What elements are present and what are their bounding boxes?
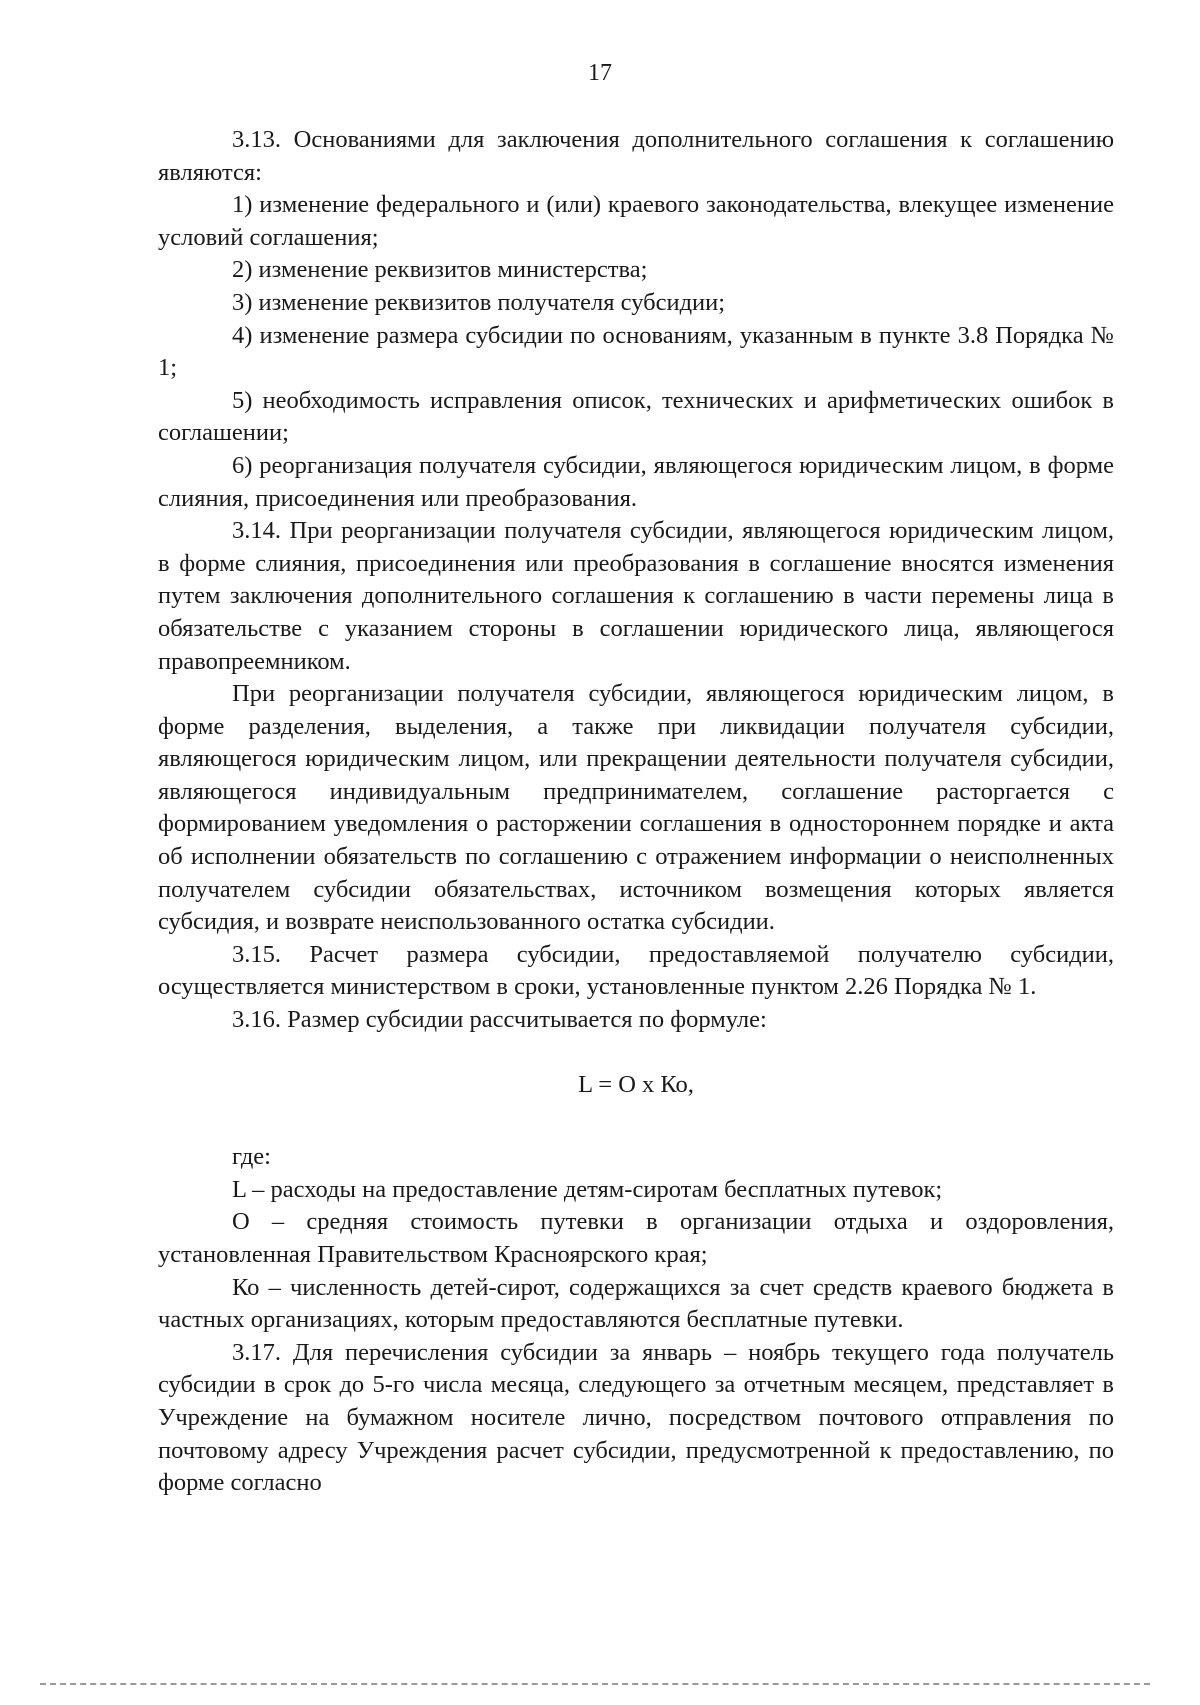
list-item-5: 5) необходимость исправления описок, технических и арифметических ошибок в соглашении; <box>158 386 1114 447</box>
paragraph-3-16: 3.16. Размер субсидии рассчитывается по формуле: <box>232 1006 767 1034</box>
paragraph-3-13: 3.13. Основаниями для заключения дополнительного соглашения к соглашению являются: <box>158 126 1114 186</box>
definition-o: O – средняя стоимость путевки в организации отдыха и оздоровления, установленная Правительством Красноярского края; <box>158 1208 1114 1268</box>
paragraph-reorganization: При реорганизации получателя субсидии, являющегося юридическим лицом, в форме разделения, выделения, а также при ликвидации получателя субсидии, являющегося юридическим лицом, или прекращении деятельности получателя субсидии, являющегося индивидуальным предпринимателем, соглашение расторгается с формированием уведомления о расторжении соглашения в одностороннем порядке и акта об исполнении обязательств по соглашению с отражением информации о неисполненных получателем субсидии обязательствах, источником возмещения которых является субсидия, и возврате неиспользованного остатка субсидии. <box>158 680 1114 936</box>
where-label: где: <box>232 1143 271 1171</box>
definition-ko: Ко – численность детей-сирот, содержащихся за счет средств краевого бюджета в частных организациях, которым предоставляются бесплатные путевки. <box>158 1273 1114 1334</box>
page-number: 17 <box>588 60 612 86</box>
list-item-4: 4) изменение размера субсидии по основаниям, указанным в пункте 3.8 Порядка № 1; <box>158 321 1114 382</box>
paragraph-3-15: 3.15. Расчет размера субсидии, предоставляемой получателю субсидии, осуществляется министерством в сроки, установленные пунктом 2.26 Порядка № 1. <box>158 940 1114 1001</box>
paragraph-3-14: 3.14. При реорганизации получателя субсидии, являющегося юридическим лицом, в форме слияния, присоединения или преобразования в соглашение вносятся изменения путем заключения дополнительного соглашения к соглашению в части перемены лица в обязательстве с указанием стороны в соглашении юридического лица, являющегося правопреемником. <box>158 517 1114 675</box>
bottom-dashed-rule <box>40 1683 1150 1685</box>
formula: L = O x Ко, <box>578 1070 694 1098</box>
paragraph-3-17: 3.17. Для перечисления субсидии за январь – ноябрь текущего года получатель субсидии в срок до 5-го числа месяца, следующего за отчетным месяцем, представляет в Учреждение на бумажном носителе лично, посредством почтового отправления по почтовому адресу Учреждения расчет субсидии, предусмотренной к предоставлению, по форме согласно <box>158 1338 1114 1497</box>
list-item-2: 2) изменение реквизитов министерства; <box>232 256 648 284</box>
list-item-1: 1) изменение федерального и (или) краевого законодательства, влекущее изменение условий соглашения; <box>158 191 1114 251</box>
definition-l: L – расходы на предоставление детям-сиротам бесплатных путевок; <box>232 1175 943 1203</box>
list-item-3: 3) изменение реквизитов получателя субсидии; <box>232 288 726 316</box>
list-item-6: 6) реорганизация получателя субсидии, являющегося юридическим лицом, в форме слияния, присоединения или преобразования. <box>158 451 1114 512</box>
document-body <box>158 124 1114 1500</box>
